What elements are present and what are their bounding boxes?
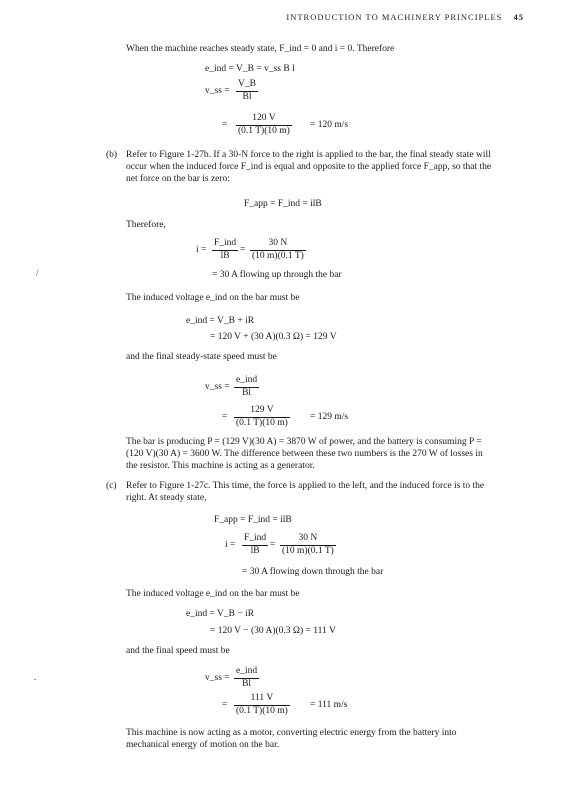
equation-eind-c-value: = 120 V − (30 A)(0.3 Ω) = 111 V: [210, 626, 336, 636]
equation-vss-lhs: v_ss =: [205, 86, 230, 96]
equation-vss-c-lhs: v_ss =: [205, 673, 230, 683]
fraction-denominator: (10 m)(0.1 T): [282, 545, 334, 556]
equation-current-result: = 30 A flowing up through the bar: [212, 270, 342, 280]
equation-current-result-c: = 30 A flowing down through the bar: [242, 567, 384, 577]
equation-force-balance-c: F_app = F_ind = ilB: [214, 515, 292, 525]
fraction-30n-c: [280, 533, 336, 558]
therefore-text: Therefore,: [126, 220, 166, 230]
fraction-denominator: (0.1 T)(10 m): [236, 417, 288, 428]
equation-vss-b-lhs: v_ss =: [205, 382, 230, 392]
part-c-text: Refer to Figure 1-27c. This time, the force is applied to the left, and the induced force is to the right. At steady state,: [126, 481, 485, 503]
fraction-find-over-lb-c: [242, 533, 268, 558]
fraction-denominator: (0.1 T)(10 m): [238, 125, 290, 136]
power-paragraph: The bar is producing P = (129 V)(30 A) = 3870 W of power, and the battery is consuming P = (120 V)(30 A) = 3600 W. The difference between these two numbers is the 270 W of losses in the resistor. This machine is acting as a generator.: [126, 437, 483, 471]
fraction-denominator: Bl: [242, 91, 252, 102]
equation-equals: =: [270, 540, 276, 550]
running-header: [286, 12, 524, 23]
fraction-denominator: (0.1 T)(10 m): [236, 705, 288, 716]
page-number: 45: [513, 12, 524, 22]
fraction-numerator: 30 N: [250, 238, 306, 251]
fraction-numerator: F_ind: [212, 238, 238, 251]
equation-eind-c: e_ind = V_B − iR: [186, 609, 255, 619]
margin-mark: /: [36, 268, 39, 278]
equation-force-balance: F_app = F_ind = ilB: [244, 199, 322, 209]
equation-i-c-lhs: i =: [225, 540, 236, 550]
equation-result-111: = 111 m/s: [310, 700, 348, 710]
equation-equals: =: [222, 700, 228, 710]
fraction-120v: [236, 113, 292, 138]
fraction-denominator: Bl: [242, 387, 252, 398]
fraction-vb-over-bl: [236, 79, 258, 104]
fraction-eind-over-bl: [234, 375, 259, 400]
fraction-numerator: 120 V: [236, 113, 292, 126]
fraction-eind-over-bl-c: [234, 666, 259, 691]
equation-eind-b-value: = 120 V + (30 A)(0.3 Ω) = 129 V: [210, 332, 337, 342]
voltage-intro-b: The induced voltage e_ind on the bar must be: [126, 293, 300, 303]
equation-result-120: = 120 m/s: [310, 120, 349, 130]
intro-paragraph: When the machine reaches steady state, F_ind = 0 and i = 0. Therefore: [126, 44, 395, 54]
fraction-denominator: lB: [220, 250, 230, 261]
fraction-find-over-lb: [212, 238, 238, 263]
part-b-text: Refer to Figure 1-27b. If a 30-N force to the right is applied to the bar, the final steady state will occur when the induced force F_ind is equal and opposite to the applied force F_app, so that the net force on the bar is zero:: [126, 150, 492, 184]
fraction-numerator: e_ind: [234, 375, 259, 388]
fraction-numerator: V_B: [236, 79, 258, 92]
equation-eind-b: e_ind = V_B + iR: [186, 316, 255, 326]
equation-equals: =: [240, 245, 246, 255]
header-title: INTRODUCTION TO MACHINERY PRINCIPLES: [286, 12, 503, 22]
fraction-129v: [234, 405, 290, 430]
part-b-label: (b): [106, 150, 118, 160]
equation-i-lhs: i =: [196, 245, 207, 255]
fraction-numerator: e_ind: [234, 666, 259, 679]
fraction-numerator: F_ind: [242, 533, 268, 546]
equation-equals: =: [222, 120, 228, 130]
fraction-denominator: lB: [250, 545, 260, 556]
fraction-denominator: (10 m)(0.1 T): [252, 250, 304, 261]
part-c-label: (c): [106, 481, 117, 491]
speed-intro-c: and the final speed must be: [126, 646, 230, 656]
fraction-111v: [234, 693, 290, 718]
fraction-numerator: 30 N: [280, 533, 336, 546]
equation-equals: =: [222, 412, 228, 422]
speed-intro-b: and the final steady-state speed must be: [126, 352, 277, 362]
equation-result-129: = 129 m/s: [310, 412, 349, 422]
fraction-denominator: Bl: [242, 678, 252, 689]
closing-paragraph: This machine is now acting as a motor, converting electric energy from the battery into mechanical energy of motion on the bar.: [126, 728, 457, 750]
fraction-numerator: 129 V: [234, 405, 290, 418]
voltage-intro-c: The induced voltage e_ind on the bar must be: [126, 589, 300, 599]
equation-steady-voltage: e_ind = V_B = v_ss B l: [205, 64, 295, 74]
fraction-30n: [250, 238, 306, 263]
margin-mark: .: [34, 672, 37, 682]
fraction-numerator: 111 V: [234, 693, 290, 706]
